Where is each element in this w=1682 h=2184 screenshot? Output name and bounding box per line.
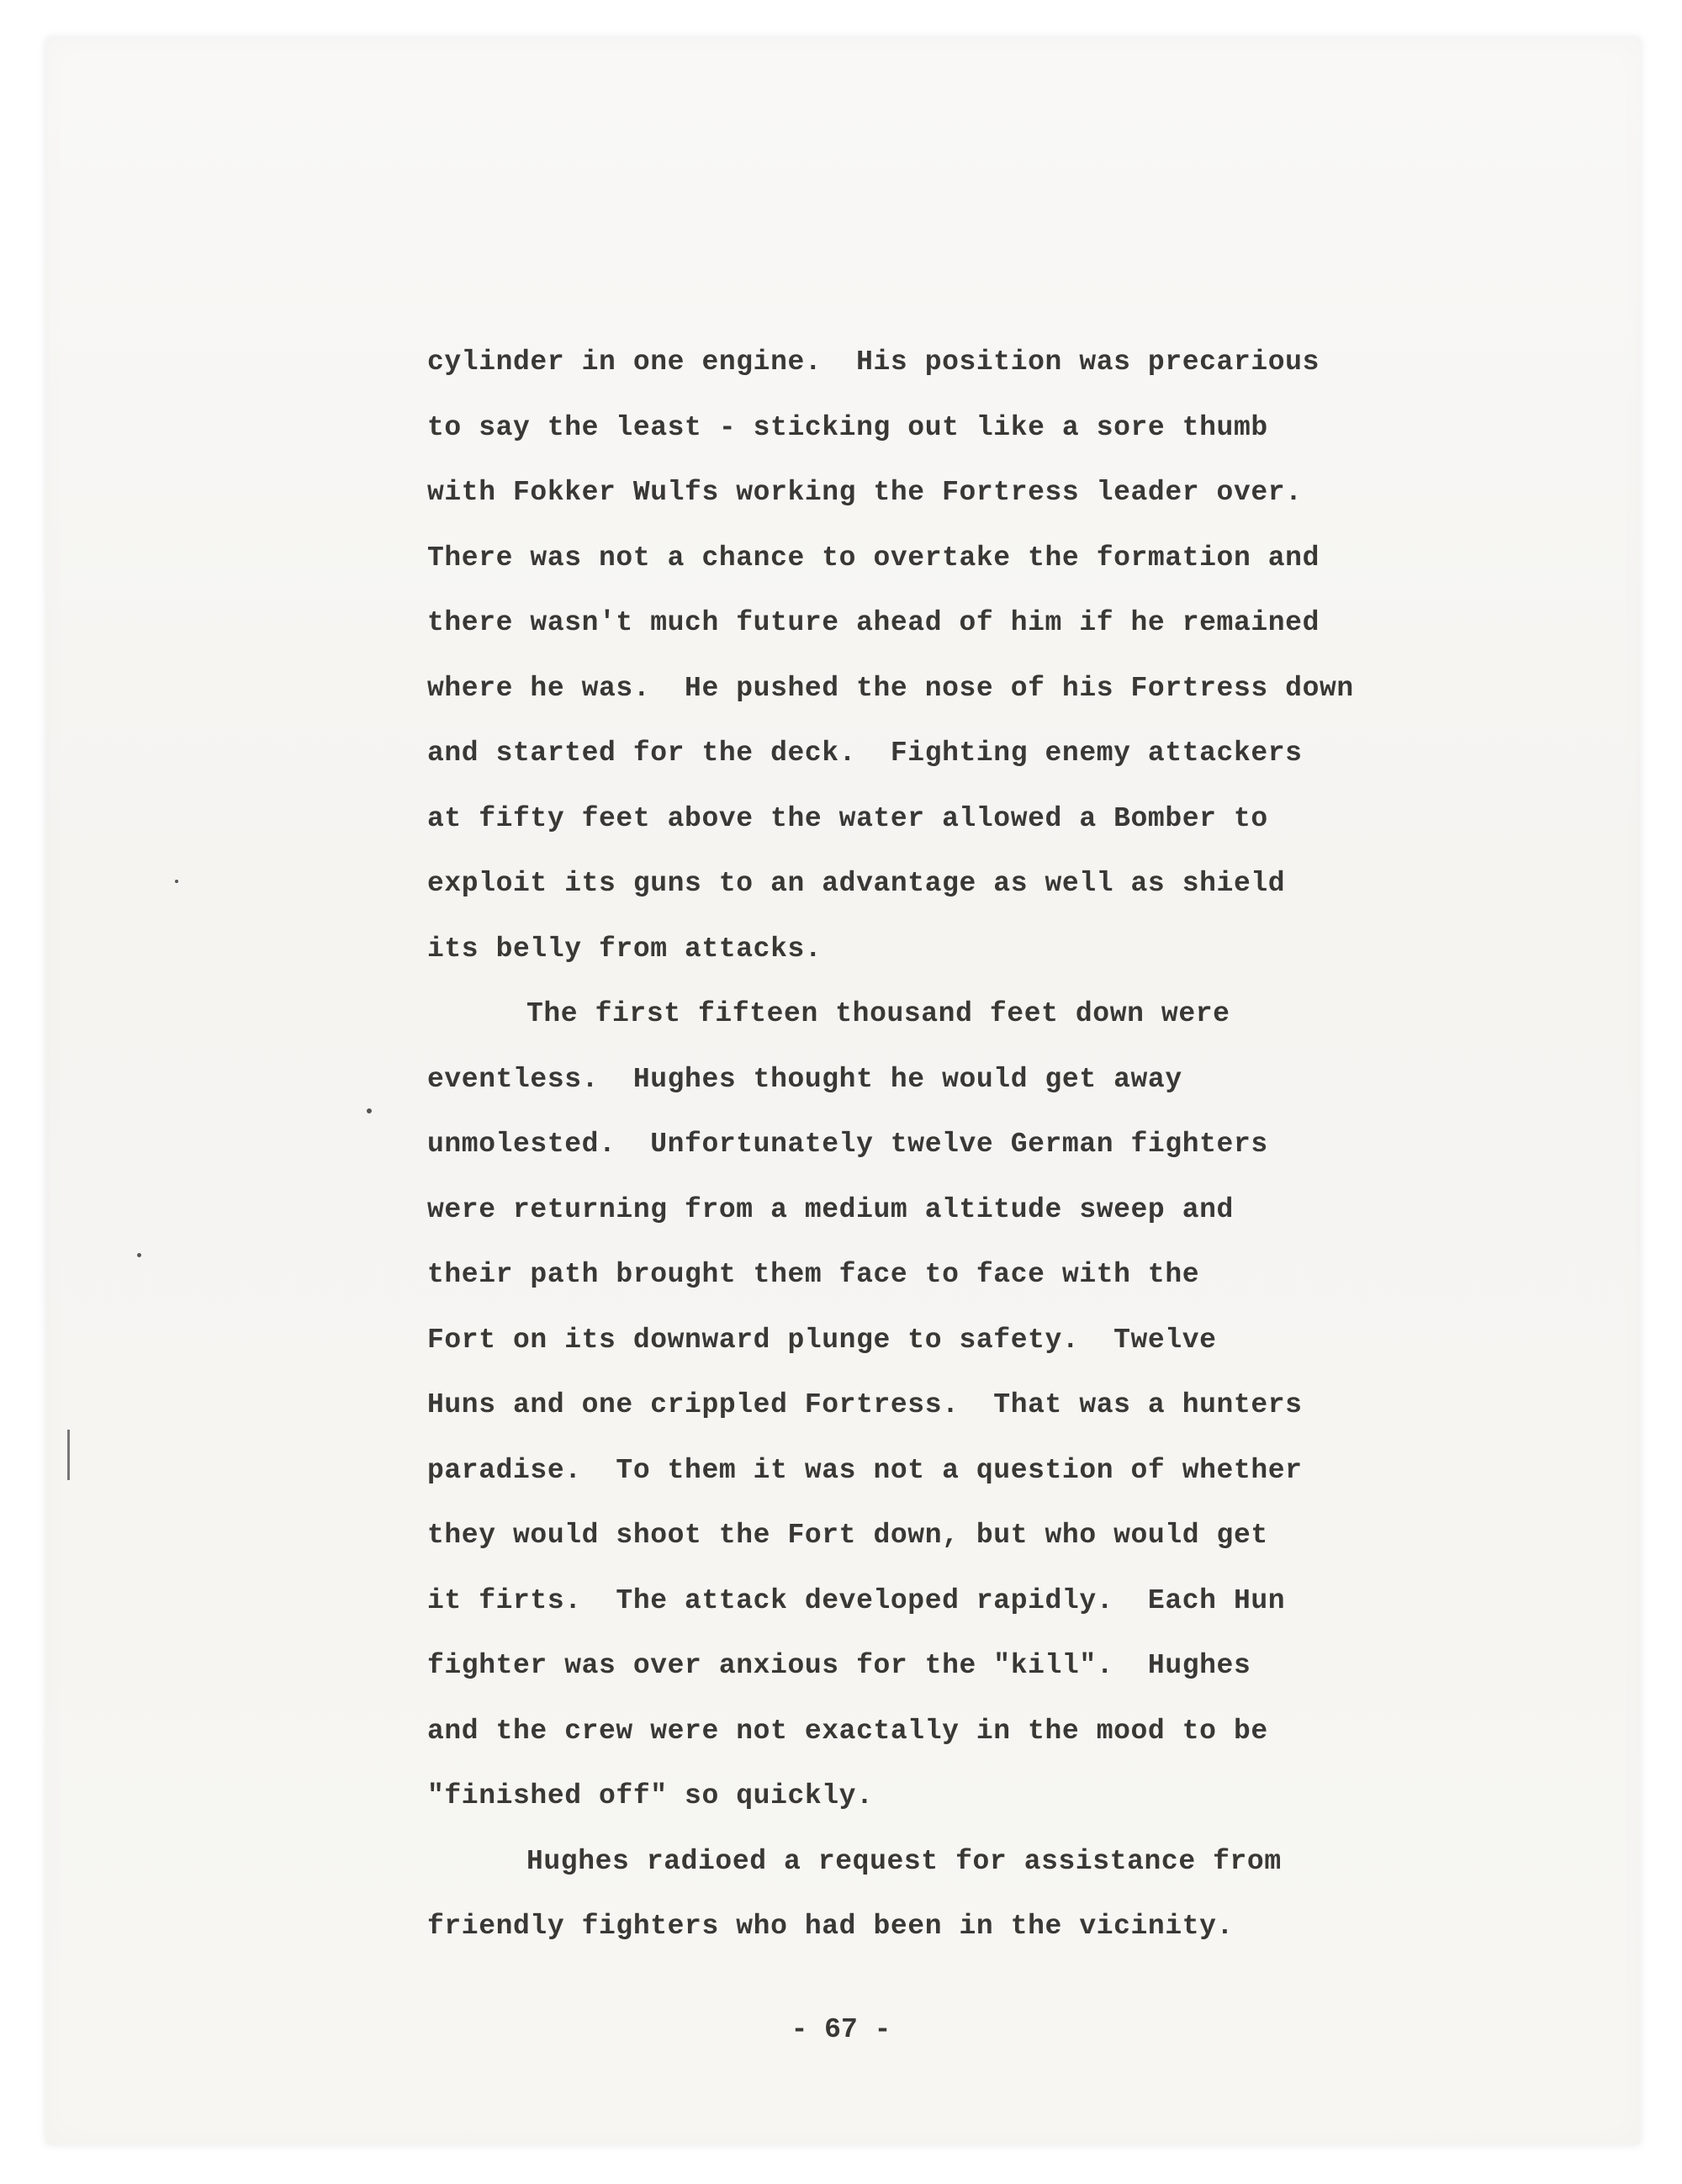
ink-speck	[175, 880, 178, 883]
text-line: friendly fighters who had been in the vicinity.	[427, 1911, 1234, 1942]
text-line: to say the least - sticking out like a sore thumb	[427, 411, 1268, 443]
text-line: were returning from a medium altitude sweep and	[427, 1193, 1234, 1225]
text-line: at fifty feet above the water allowed a Bomber to	[427, 802, 1268, 834]
text-line: The first fifteen thousand feet down were	[526, 998, 1230, 1029]
margin-mark	[67, 1430, 70, 1480]
scan-border-left	[0, 0, 46, 2184]
ink-speck	[137, 1253, 141, 1257]
text-line: Huns and one crippled Fortress. That was a hunters	[427, 1389, 1303, 1420]
page-number: - 67 -	[791, 2014, 891, 2045]
text-line: paradise. To them it was not a question of whether	[427, 1454, 1303, 1486]
scan-border-right	[1640, 38, 1682, 2184]
text-line: and started for the deck. Fighting enemy attackers	[427, 738, 1303, 769]
text-line: they would shoot the Fort down, but who would get	[427, 1520, 1268, 1551]
text-line: their path brought them face to face with the	[427, 1259, 1200, 1290]
text-line: its belly from attacks.	[427, 933, 822, 965]
scan-border-bottom	[0, 2144, 1682, 2184]
text-line: there wasn't much future ahead of him if he remained	[427, 607, 1320, 638]
ink-speck	[367, 1108, 372, 1113]
text-line: it firts. The attack developed rapidly. Each Hun	[427, 1584, 1286, 1616]
text-line: where he was. He pushed the nose of his Fortress down	[427, 672, 1354, 704]
text-line: cylinder in one engine. His position was precarious	[427, 346, 1320, 378]
body-text	[427, 330, 1521, 1959]
text-line: Fort on its downward plunge to safety. Twelve	[427, 1324, 1217, 1356]
text-line: eventless. Hughes thought he would get away	[427, 1063, 1182, 1095]
text-line: "finished off" so quickly.	[427, 1780, 874, 1811]
scan-border-top	[0, 0, 1682, 38]
text-line: with Fokker Wulfs working the Fortress leader over.	[427, 477, 1303, 508]
text-line: exploit its guns to an advantage as well as shield	[427, 868, 1286, 899]
text-line: and the crew were not exactally in the mood to be	[427, 1715, 1268, 1747]
text-line: fighter was over anxious for the "kill". Hughes	[427, 1650, 1251, 1681]
text-line: Hughes radioed a request for assistance from	[526, 1845, 1282, 1877]
text-line: unmolested. Unfortunately twelve German fighters	[427, 1129, 1268, 1160]
text-line: There was not a chance to overtake the formation and	[427, 542, 1320, 574]
